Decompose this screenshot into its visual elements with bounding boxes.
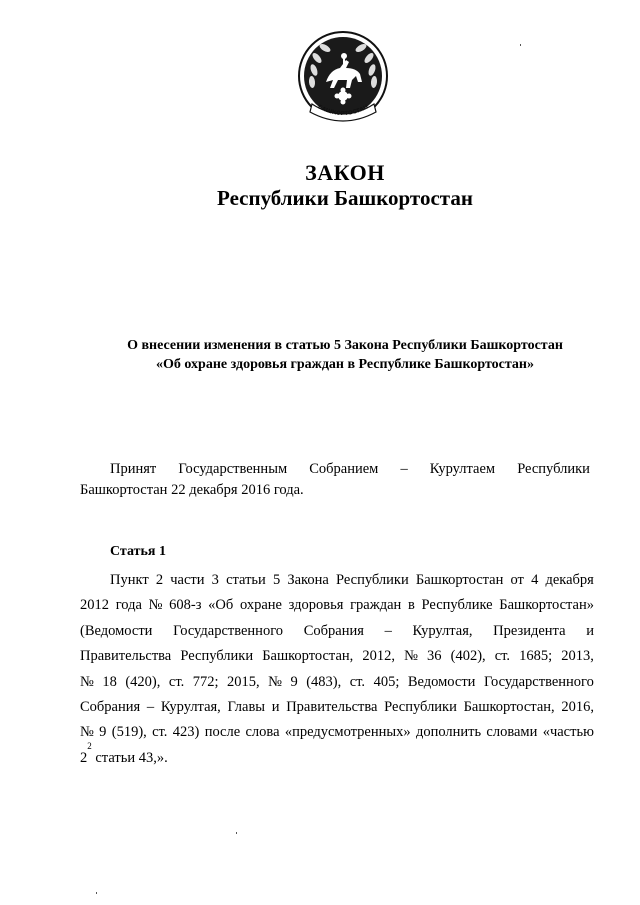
adoption-word: –: [400, 461, 408, 477]
article-title: Статья 1: [110, 544, 166, 559]
article-word: охране: [239, 597, 282, 614]
adoption-paragraph: [80, 459, 590, 501]
article-word: Правительства: [286, 699, 378, 716]
ribbon-text: БАШКОРТОСТАН: [316, 104, 370, 118]
article-word: №: [80, 673, 94, 690]
article-word: «частью: [542, 724, 594, 741]
adoption-word: Принят: [110, 461, 157, 477]
law-subject-line-2: «Об охране здоровья граждан в Республике Башкортостан»: [156, 357, 534, 372]
article-word: 405;: [373, 673, 400, 690]
article-word: Президента: [493, 622, 566, 639]
article-word: 36: [427, 648, 442, 665]
article-word: ст.: [349, 673, 366, 690]
article-word: 1685;: [519, 648, 553, 665]
article-word: Башкортостан»: [499, 597, 594, 614]
article-word: №: [148, 597, 163, 614]
article-word: (519),: [111, 724, 147, 741]
article-word: №: [80, 724, 94, 741]
adoption-word: Собранием: [309, 461, 379, 477]
article-word: 5: [272, 572, 281, 588]
article-word: Государственного: [173, 622, 284, 639]
article-last-base: 2: [80, 749, 88, 766]
article-line: [80, 670, 594, 695]
article-word: Башкортостан,: [262, 648, 354, 665]
article-word: Курултая,: [160, 699, 221, 716]
law-subject-line-1: О внесении изменения в статью 5 Закона Республики Башкортостан: [127, 338, 563, 353]
article-line-last: [80, 740, 594, 771]
adoption-line-1: [80, 459, 590, 480]
article-word: 423): [172, 724, 200, 741]
scan-speck: [520, 44, 521, 46]
article-word: 772;: [192, 673, 219, 690]
article-word: ст.: [168, 673, 185, 690]
article-word: 3: [211, 572, 219, 588]
adoption-word: Республики: [517, 461, 590, 477]
article-word: Ведомости: [407, 673, 476, 690]
article-word: –: [384, 622, 392, 639]
adoption-word: Государственным: [178, 461, 288, 477]
adoption-line-2: Башкортостан 22 декабря 2016 года.: [80, 482, 304, 498]
article-word: (Ведомости: [80, 622, 153, 639]
article-word: №: [268, 673, 282, 690]
article-word: 2013,: [561, 648, 594, 665]
article-word: 9: [99, 724, 107, 741]
article-word: Республике: [421, 597, 493, 614]
article-last-rest: статьи 43,».: [91, 749, 168, 766]
article-line: [80, 568, 594, 593]
article-word: граждан: [350, 597, 402, 614]
article-word: Главы: [227, 699, 266, 716]
article-word: 18: [102, 673, 117, 690]
article-word: Закона: [287, 572, 329, 588]
article-word: ст.: [494, 648, 511, 665]
article-word: Пункт: [110, 572, 149, 588]
article-word: 4: [531, 572, 539, 588]
article-word: статьи: [226, 572, 266, 588]
article-line: [80, 644, 594, 669]
article-word: Курултая,: [412, 622, 473, 639]
article-word: 2: [155, 572, 164, 588]
article-word: 2015,: [226, 673, 260, 690]
article-word: Республики: [335, 572, 409, 588]
article-word: года: [115, 597, 142, 614]
article-word: (402),: [450, 648, 486, 665]
article-word: «предусмотренных»: [284, 724, 411, 741]
scan-speck: [236, 832, 237, 834]
adoption-word: Курултаем: [429, 461, 496, 477]
article-word: 2012,: [362, 648, 395, 665]
article-word: 9: [290, 673, 298, 690]
article-word: №: [404, 648, 418, 665]
article-line: [80, 695, 594, 720]
article-word: 608-з: [169, 597, 202, 614]
article-word: части: [170, 572, 205, 588]
scan-speck: [96, 892, 97, 894]
article-word: Башкортостан,: [463, 699, 555, 716]
article-word: –: [146, 699, 155, 716]
article-word: (420),: [125, 673, 161, 690]
article-word: Государственного: [483, 673, 594, 690]
article-word: ст.: [152, 724, 168, 741]
article-word: (483),: [306, 673, 342, 690]
article-word: дополнить: [415, 724, 482, 741]
document-title: ЗАКОН: [305, 160, 385, 185]
article-line: [80, 720, 594, 745]
article-word: слова: [245, 724, 280, 741]
article-word: Правительства: [80, 648, 172, 665]
article-word: в: [408, 597, 415, 614]
article-word: «Об: [208, 597, 234, 614]
article-word: Республики: [384, 699, 457, 716]
bashkortostan-coat-of-arms-icon: [296, 30, 390, 124]
article-line: [80, 619, 594, 644]
document-subtitle: Республики Башкортостан: [217, 186, 473, 210]
article-word: декабря: [545, 572, 594, 588]
article-word: словами: [486, 724, 538, 741]
article-word: Собрания: [303, 622, 364, 639]
article-last-sup: 2: [87, 740, 92, 751]
article-word: здоровья: [288, 597, 344, 614]
article-word: 2016,: [561, 699, 594, 716]
law-subject: [80, 336, 610, 374]
article-word: и: [586, 622, 594, 639]
article-word: и: [271, 699, 280, 716]
article-word: Республики: [180, 648, 254, 665]
article-line: [80, 593, 594, 618]
article-word: 2012: [80, 597, 109, 614]
article-body: [80, 568, 594, 771]
article-word: от: [510, 572, 524, 588]
article-word: после: [204, 724, 241, 741]
article-word: Башкортостан: [415, 572, 504, 588]
article-word: Собрания: [80, 699, 141, 716]
